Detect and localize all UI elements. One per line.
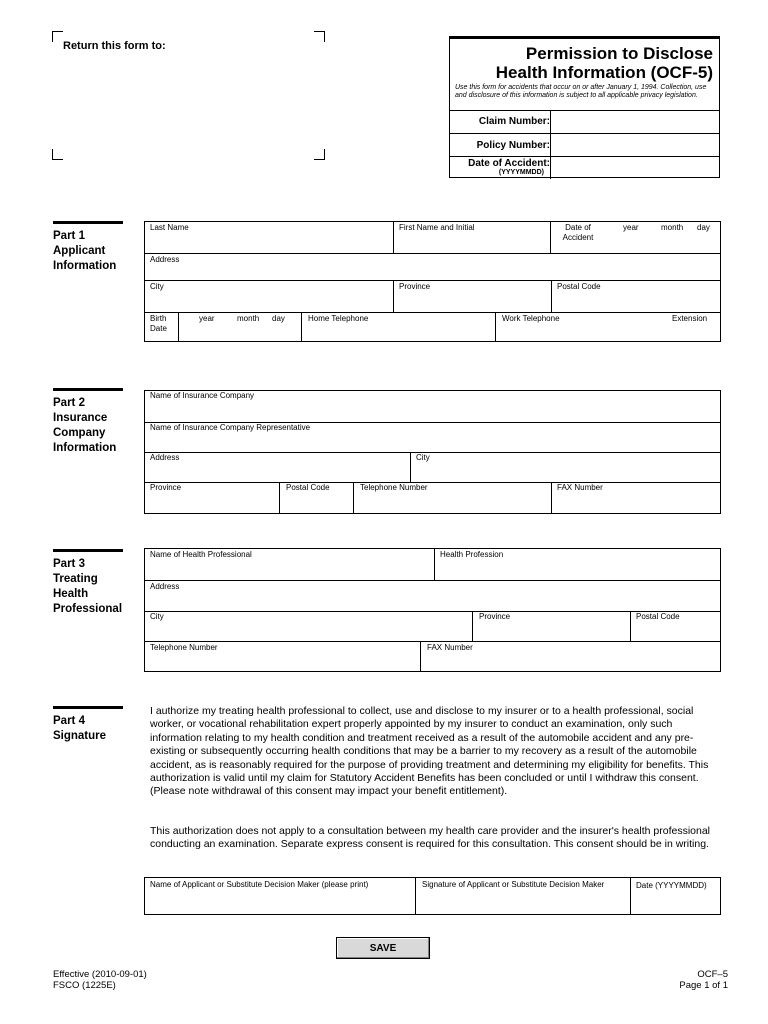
part1-row-name [145,222,720,253]
first-name-field[interactable] [393,222,551,253]
applicant-province-field[interactable] [393,281,552,313]
form-title-line2: Health Information (OCF-5) [495,63,713,82]
professional-address-field[interactable] [145,580,720,612]
professional-province-field[interactable] [472,612,631,642]
professional-fax-field[interactable] [420,642,721,672]
home-telephone-label: Home Telephone [308,314,369,323]
part3-row-name [145,549,720,580]
part3-table [144,548,721,672]
fsco-code: FSCO (1225E) [53,980,116,991]
part3-row-contact [145,641,720,672]
accident-month-label: month [661,223,684,232]
home-telephone-field[interactable] [301,313,496,342]
footer-right [679,969,728,991]
part3-row-city [145,611,720,642]
return-form-label: Return this form to: [63,40,166,52]
part2-title-line2: Company [53,427,106,439]
insurance-postal-field[interactable] [279,483,353,514]
professional-postal-label: Postal Code [636,612,680,621]
signature-table [144,877,721,915]
professional-telephone-label: Telephone Number [150,643,218,652]
extension-label: Extension [672,314,708,323]
part1-table [144,221,721,342]
work-telephone-field[interactable] [495,313,721,342]
part3-heading [53,549,123,617]
part1-title-line2: Information [53,260,117,272]
professional-postal-field[interactable] [630,612,721,642]
return-corner-bottom-right [314,149,325,160]
applicant-postal-field[interactable] [551,281,721,313]
first-name-label: First Name and Initial [399,223,475,232]
policy-number-row [450,133,719,157]
date-format-label: (YYYYMMDD) [498,169,544,176]
authorization-paragraph: I authorize my treating health professional to collect, use and disclose to my insurer or to a health professional, social worker, or vocational rehabilitation expert properly appointed by my insurer to conduct an examination, only such information relating to my health condition and treatment received as a result of the automobile accident and any pre-existing or subsequently occurring health conditions that may be a barrier to my recovery as a result of the automobile accident, as is reasonably required for the purpose of providing treatment and determining my eligibility for benefits. This authorization is valid until my claim for Statutory Accident Benefits has been concluded or until I withdraw this consent. (Please note withdrawal of this consent may impact your benefit entitlement). [150,705,709,798]
accident-date-label: Date of Accident [562,223,594,242]
consultation-paragraph: This authorization does not apply to a consultation between my health care provider and the insurer's health professional conducting an examination. Separate express consent is required for this consultation. This consent should be in writing. [150,825,711,851]
part2-table [144,390,721,514]
signature-date-field[interactable] [630,878,721,914]
save-button[interactable]: SAVE [336,937,430,959]
applicant-signature-field[interactable] [415,878,631,914]
birth-day-label: day [272,314,285,323]
form-header-box [449,36,720,178]
return-corner-top-right [314,31,325,42]
insurance-address-label: Address [150,453,180,462]
part3-title-line2: Health [53,588,89,600]
insurance-representative-label: Name of Insurance Company Representative [150,423,311,432]
date-of-accident-field[interactable] [550,157,720,179]
health-professional-label: Name of Health Professional [150,550,252,559]
part2-number: Part 2 [53,397,85,409]
effective-date: Effective (2010-09-01) [53,969,147,980]
professional-province-label: Province [479,612,511,621]
return-corner-bottom-left [52,149,63,160]
birth-date-field[interactable] [178,313,302,342]
applicant-signature-label: Signature of Applicant or Substitute Decision Maker [422,880,605,889]
insurance-fax-label: FAX Number [557,483,603,492]
insurance-company-label: Name of Insurance Company [150,391,255,400]
work-telephone-label: Work Telephone [502,314,560,323]
accident-date-field[interactable] [550,222,721,253]
insurance-city-label: City [416,453,430,462]
part2-row-contact [145,482,720,514]
part2-title-line1: Insurance [53,412,108,424]
birth-month-label: month [237,314,260,323]
insurance-province-label: Province [150,483,182,492]
part2-row-address [145,452,720,483]
part1-title-line1: Applicant [53,245,106,257]
insurance-company-field[interactable] [145,391,720,422]
applicant-name-label: Name of Applicant or Substitute Decision Maker (please print) [150,880,369,889]
birth-date-label: Birth Date [150,314,167,333]
part4-title-line1: Signature [53,730,107,742]
page-number: Page 1 of 1 [679,980,728,991]
part1-number: Part 1 [53,230,85,242]
form-note: Use this form for accidents that occur on or after January 1, 1994. Collection, use and disclosure of this information is subject to all applicable privacy legislation. [455,84,707,99]
insurance-telephone-field[interactable] [353,483,552,514]
part1-row-phone [145,312,720,342]
part3-number: Part 3 [53,558,85,570]
last-name-label: Last Name [150,223,189,232]
return-corner-top-left [52,31,63,42]
part1-row-address[interactable] [145,253,720,281]
footer-left [53,969,147,991]
date-of-accident-label: Date of Accident: [468,158,550,169]
part1-row-city [145,280,720,313]
signature-row [145,878,720,914]
part3-title-line3: Professional [53,603,123,615]
insurance-representative-field[interactable] [145,422,720,453]
part4-heading [53,706,123,744]
policy-number-field[interactable] [550,134,720,157]
birth-year-label: year [199,314,215,323]
claim-number-label: Claim Number: [478,116,550,127]
health-profession-label: Health Profession [440,550,504,559]
signature-date-label: Date (YYYYMMDD) [636,881,707,890]
insurance-fax-field[interactable] [551,483,721,514]
form-title-line1: Permission to Disclose [525,44,713,63]
part2-heading [53,388,123,456]
policy-number-label: Policy Number: [476,140,550,151]
part1-heading [53,221,123,274]
applicant-postal-label: Postal Code [557,282,601,291]
health-profession-field[interactable] [434,549,721,580]
applicant-address-label: Address [150,255,180,264]
form-id: OCF–5 [697,969,728,980]
insurance-telephone-label: Telephone Number [360,483,428,492]
professional-fax-label: FAX Number [427,643,473,652]
date-of-accident-row [450,156,719,179]
accident-year-label: year [623,223,639,232]
form-title [496,44,713,82]
professional-address-label: Address [150,582,180,591]
applicant-city-label: City [150,282,164,291]
professional-city-label: City [150,612,164,621]
part2-title-line3: Information [53,442,117,454]
accident-day-label: day [697,223,710,232]
part4-number: Part 4 [53,715,85,727]
insurance-postal-label: Postal Code [286,483,330,492]
insurance-city-field[interactable] [410,453,721,483]
claim-number-row [450,110,719,134]
claim-number-field[interactable] [550,111,720,134]
part3-title-line1: Treating [53,573,98,585]
applicant-province-label: Province [399,282,431,291]
